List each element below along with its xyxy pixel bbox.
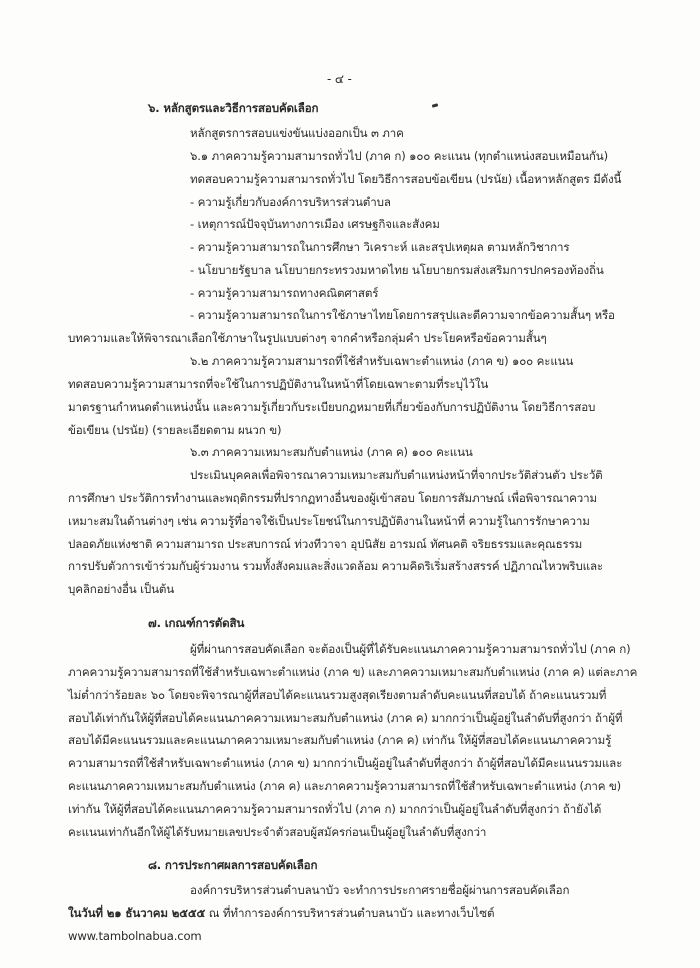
section-6-line: การปรับตัวการเข้าร่วมกับผู้ร่วมงาน รวมทั้งสังคมและสิ่งแวดล้อม ความคิดริเริ่มสร้างสรรค์ ปฏิภาณไหวพริบและ xyxy=(68,559,604,573)
section-6-line: - นโยบายรัฐบาล นโยบายกระทรวงมหาดไทย นโยบายกรมส่งเสริมการปกครองท้องถิ่น xyxy=(190,263,604,277)
section-6-line: หลักสูตรการสอบแข่งขันแบ่งออกเป็น ๓ ภาค xyxy=(190,126,404,140)
section-7-line: ภาคความรู้ความสามารถที่ใช้สำหรับเฉพาะตำแหน่ง (ภาค ข) และภาคความเหมาะสมกับตำแหน่ง (ภาค ค) แต่ละภาค xyxy=(68,665,638,679)
section-7-line: ผู้ที่ผ่านการสอบคัดเลือก จะต้องเป็นผู้ที่ได้รับคะแนนภาคความรู้ความสามารถทั่วไป (ภาค ก) xyxy=(190,642,631,656)
section-6-line: ปลอดภัยแห่งชาติ ความสามารถ ประสบการณ์ ท่วงทีวาจา อุปนิสัย อารมณ์ ทัศนคติ จริยธรรมและคุณธรรม xyxy=(68,537,583,551)
section-6-line: - ความรู้ความสามารถในการศึกษา วิเคราะห์ และสรุปเหตุผล ตามหลักวิชาการ xyxy=(190,240,570,254)
announcement-location: ณ ที่ทำการองค์การบริหารส่วนตำบลนาบัว และทางเว็บไซต์ xyxy=(205,906,495,920)
section-8-heading: ๘. การประกาศผลการสอบคัดเลือก xyxy=(148,858,318,872)
section-6-line: ๖.๓ ภาคความเหมาะสมกับตำแหน่ง (ภาค ค) ๑๐๐ คะแนน xyxy=(190,445,473,459)
section-7-line: ไม่ต่ำกว่าร้อยละ ๖๐ โดยจะพิจารณาผู้ที่สอบได้คะแนนรวมสูงสุดเรียงตามลำดับคะแนนที่สอบได้ ถ้าคะแนนรวมที่ xyxy=(68,688,607,702)
section-6-heading: ๖. หลักสูตรและวิธีการสอบคัดเลือก xyxy=(148,101,319,115)
section-6-line: ๖.๑ ภาคความรู้ความสามารถทั่วไป (ภาค ก) ๑๐๐ คะแนน (ทุกตำแหน่งสอบเหมือนกัน) xyxy=(190,149,608,163)
stray-ink-mark xyxy=(432,103,439,107)
section-7-line: เท่ากัน ให้ผู้ที่สอบได้คะแนนภาคความรู้ความสามารถทั่วไป (ภาค ก) มากกว่าเป็นผู้อยู่ในลำดับที่สูงกว่า ถ้ายังได้ xyxy=(68,802,602,816)
section-6-line: ทดสอบความรู้ความสามารถทั่วไป โดยวิธีการสอบข้อเขียน (ปรนัย) เนื้อหาหลักสูตร มีดังนี้ xyxy=(190,172,622,186)
section-6-line: การศึกษา ประวัติการทำงานและพฤติกรรมที่ปรากฏทางอื่นของผู้เข้าสอบ โดยการสัมภาษณ์ เพื่อพิจารณาความ xyxy=(68,491,598,505)
website-url[interactable]: www.tambolnabua.com xyxy=(68,929,202,943)
section-6-line: ข้อเขียน (ปรนัย) (รายละเอียดตาม ผนวก ข) xyxy=(68,423,282,437)
section-6-line: บุคลิกอย่างอื่น เป็นต้น xyxy=(68,582,175,596)
section-6-line: ทดสอบความรู้ความสามารถที่จะใช้ในการปฏิบัติงานในหน้าที่โดยเฉพาะตามที่ระบุไว้ใน xyxy=(68,377,489,391)
section-6-line: - ความรู้เกี่ยวกับองค์การบริหารส่วนตำบล xyxy=(190,195,391,209)
page-number: - ๔ - xyxy=(327,72,352,86)
section-7-line: คะแนนเท่ากันอีกให้ผู้ได้รับหมายเลขประจำตัวสอบผู้สมัครก่อนเป็นผู้อยู่ในลำดับที่สูงกว่า xyxy=(68,825,487,839)
announcement-date: ในวันที่ ๒๑ ธันวาคม ๒๕๕๕ xyxy=(68,906,206,920)
section-6-line: เหมาะสมในด้านต่างๆ เช่น ความรู้ที่อาจใช้เป็นประโยชน์ในการปฏิบัติงานในหน้าที่ ความรู้ในการรักษาความ xyxy=(68,514,590,528)
section-6-line: - เหตุการณ์ปัจจุบันทางการเมือง เศรษฐกิจและสังคม xyxy=(190,217,440,231)
section-6-line: มาตรฐานกำหนดตำแหน่งนั้น และความรู้เกี่ยวกับระเบียบกฎหมายที่เกี่ยวข้องกับการปฏิบัติงาน โดยวิธีการสอบ xyxy=(68,400,596,414)
section-7-line: สอบได้มีคะแนนรวมและคะแนนภาคความเหมาะสมกับตำแหน่ง (ภาค ค) เท่ากัน ให้ผู้ที่สอบได้คะแนนภาคความรู้ xyxy=(68,733,612,747)
section-6-line: - ความรู้ความสามารถทางคณิตศาสตร์ xyxy=(190,286,379,300)
section-7-line: สอบได้เท่ากันให้ผู้ที่สอบได้คะแนนภาคความเหมาะสมกับตำแหน่ง (ภาค ค) มากกว่าเป็นผู้อยู่ในลำดับที่สูงกว่า ถ้าผู้ที่ xyxy=(68,711,623,725)
section-6-line: - ความรู้ความสามารถในการใช้ภาษาไทยโดยการสรุปและตีความจากข้อความสั้นๆ หรือ xyxy=(190,308,615,322)
section-6-line: ๖.๒ ภาคความรู้ความสามารถที่ใช้สำหรับเฉพาะตำแหน่ง (ภาค ข) ๑๐๐ คะแนน xyxy=(190,354,574,368)
section-6-line: ประเมินบุคคลเพื่อพิจารณาความเหมาะสมกับตำแหน่งหน้าที่จากประวัติส่วนตัว ประวัติ xyxy=(190,468,603,482)
section-6-line: บทความและให้พิจารณาเลือกใช้ภาษาในรูปแบบต่างๆ จากคำหรือกลุ่มคำ ประโยคหรือข้อความสั้นๆ xyxy=(68,331,547,345)
section-7-line: ความสามารถที่ใช้สำหรับเฉพาะตำแหน่ง (ภาค ข) มากกว่าเป็นผู้อยู่ในลำดับที่สูงกว่า ถ้าผู้ที่สอบได้มีคะแนนรวมและ xyxy=(68,756,623,770)
section-7-line: คะแนนภาคความเหมาะสมกับตำแหน่ง (ภาค ค) และภาคความรู้ความสามารถที่ใช้สำหรับเฉพาะตำแหน่ง (ภาค ข) xyxy=(68,779,622,793)
section-8-line: องค์การบริหารส่วนตำบลนาบัว จะทำการประกาศรายชื่อผู้ผ่านการสอบคัดเลือก xyxy=(190,883,570,897)
section-7-heading: ๗. เกณฑ์การตัดสิน xyxy=(148,616,245,630)
section-8-announcement-line xyxy=(68,905,494,921)
